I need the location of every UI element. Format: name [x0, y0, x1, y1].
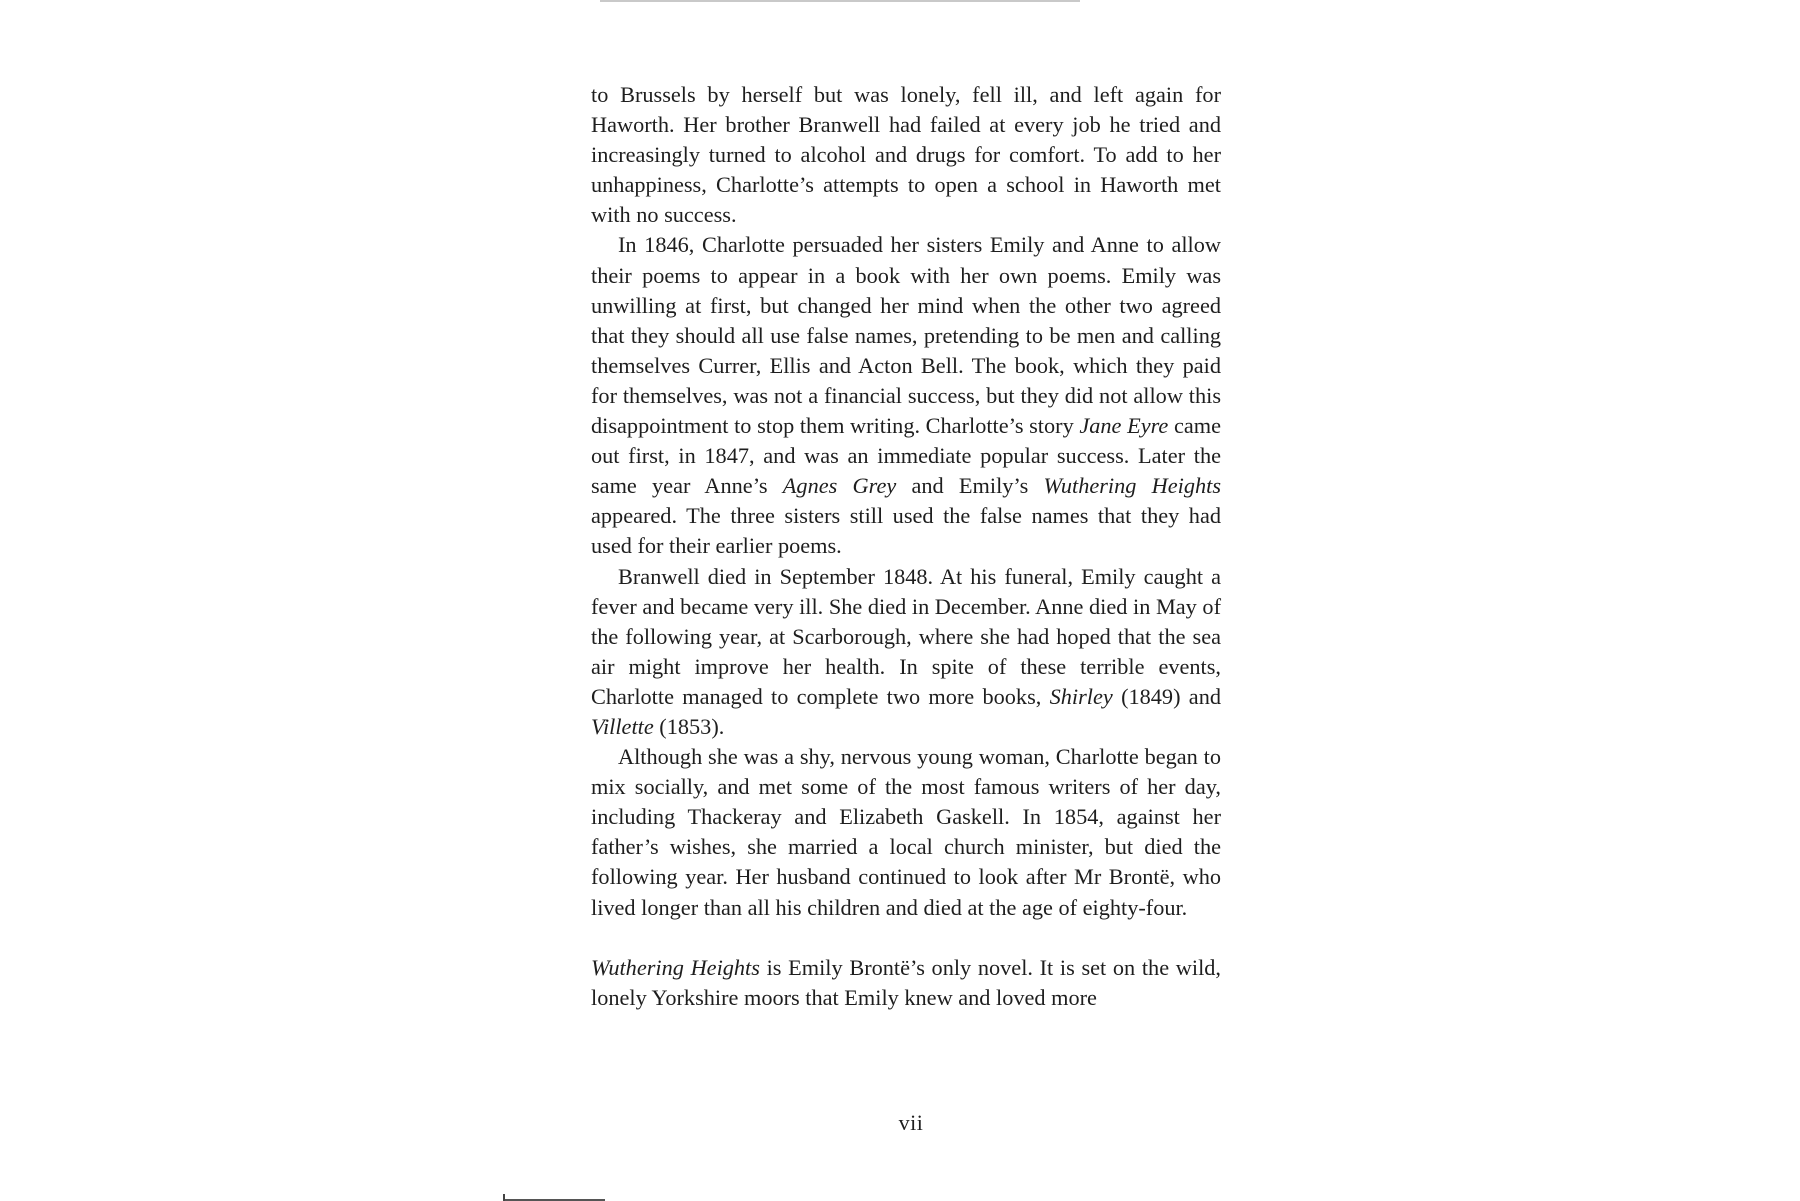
- text-segment: In 1846, Charlotte persuaded her sisters Emily and Anne to allow their poems to appear in a book with her own poems. Emily was unwilling at first, but changed her mind when the other two agreed that they should all use false names, pretending to be men and calling themselves Currer, Ellis and Acton Bell. The book, which they paid for themselves, was not a financial success, but they did not allow this disappointment to stop them writing. Charlotte’s story: [591, 232, 1221, 439]
- text-segment: came out first, in 1847, and was an immediate popular success. Later the same year Anne’s: [591, 413, 1221, 499]
- book-title-wuthering-heights: Wuthering Heights: [591, 954, 760, 980]
- text-segment: (1853).: [653, 713, 725, 739]
- book-title-shirley: Shirley: [1049, 683, 1113, 709]
- book-title-agnes-grey: Agnes Grey: [782, 473, 897, 499]
- book-title-jane-eyre: Jane Eyre: [1079, 413, 1169, 439]
- paragraph-deaths: [591, 562, 1221, 743]
- text-segment: Although she was a shy, nervous young woman, Charlotte began to mix socially, and met some of the most famous writers of her day, including Thackeray and Elizabeth Gaskell. In 1854, against her father’s wishes, she married a local church minister, but died the following year. Her husband continued to look after Mr Brontë, who lived longer than all his children and died at the age of eighty-four.: [591, 744, 1221, 920]
- paragraph-later-life: [591, 742, 1221, 923]
- book-title-villette: Villette: [591, 713, 654, 739]
- text-segment: is Emily Brontë’s only novel. It is set on the wild, lonely Yorkshire moors that Emily knew and loved more: [591, 954, 1221, 1010]
- page-number: vii: [898, 1110, 924, 1135]
- text-segment: (1849) and: [1112, 683, 1221, 709]
- text-segment: and Emily’s: [896, 473, 1044, 499]
- text-segment: to Brussels by herself but was lonely, fell ill, and left again for Haworth. Her brother Branwell had failed at every job he tried and increasingly turned to alcohol and drugs for comfort. To add to her unhappiness, Charlotte’s attempts to open a school in Haworth met with no success.: [591, 82, 1221, 228]
- body-text: [591, 80, 1221, 1013]
- book-title-wuthering-heights: Wuthering Heights: [1043, 473, 1222, 499]
- paragraph-poems-publication: [591, 230, 1221, 561]
- paragraph-novel-intro: [591, 953, 1221, 1013]
- text-segment: appeared. The three sisters still used the false names that they had used for their earlier poems.: [591, 503, 1221, 559]
- text-segment: Branwell died in September 1848. At his funeral, Emily caught a fever and became very ill. She died in December. Anne died in May of the following year, at Scarborough, where she had hoped that the sea air might improve her health. In spite of these terrible events, Charlotte managed to complete two more books,: [591, 563, 1221, 709]
- paragraph-continuation: [591, 80, 1221, 230]
- top-edge-rule: [600, 0, 1080, 2]
